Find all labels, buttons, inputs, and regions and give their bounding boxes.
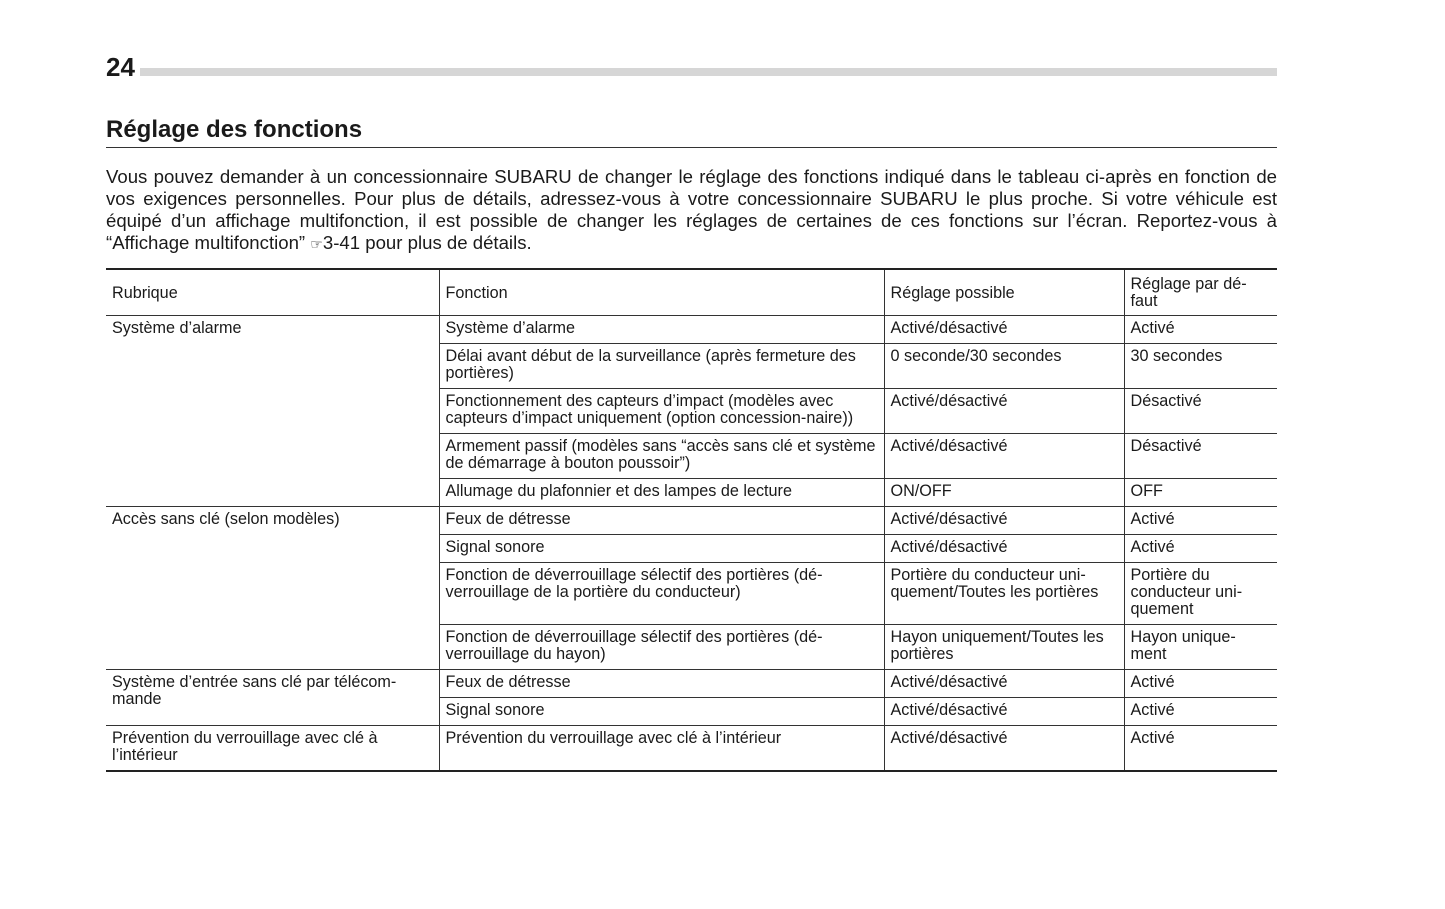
possible-cell: Activé/désactivé [884, 670, 1124, 698]
table-row [106, 670, 1277, 698]
defaut-cell: Hayon unique-ment [1124, 625, 1277, 670]
table-header-row [106, 269, 1277, 316]
possible-cell: Hayon uniquement/Toutes les portières [884, 625, 1124, 670]
rubrique-cell: Prévention du verrouillage avec clé à l’intérieur [106, 726, 439, 772]
defaut-cell: Désactivé [1124, 389, 1277, 434]
possible-cell: 0 seconde/30 secondes [884, 344, 1124, 389]
possible-cell: Portière du conducteur uni-quement/Toutes les portières [884, 563, 1124, 625]
defaut-cell: Activé [1124, 698, 1277, 726]
header-fonction: Fonction [439, 269, 884, 316]
fonction-cell: Signal sonore [439, 535, 884, 563]
page-header-bar [140, 68, 1277, 76]
reference-hand-icon: ☞ [310, 236, 323, 252]
header-rubrique: Rubrique [106, 269, 439, 316]
defaut-cell: 30 secondes [1124, 344, 1277, 389]
intro-text: Vous pouvez demander à un concessionnaire SUBARU de changer le réglage des fonctions indiqué dans le tableau ci-après en fonction de vos exigences personnelles. Pour plus de détails, adressez-vous à votre concessionnaire SUBARU le plus proche. Si votre véhicule est équipé d’un affichage multifonction, il est possible de changer les réglages de certaines de ces fonctions sur l’écran. Reportez-vous à “Affichage multifonction” [106, 166, 1277, 253]
intro-text-end: pour plus de détails. [360, 232, 532, 253]
possible-cell: Activé/désactivé [884, 535, 1124, 563]
defaut-cell: Activé [1124, 535, 1277, 563]
rubrique-cell: Accès sans clé (selon modèles) [106, 507, 439, 670]
table-row [106, 726, 1277, 772]
defaut-cell: Désactivé [1124, 434, 1277, 479]
fonction-cell: Fonction de déverrouillage sélectif des portières (dé-verrouillage du hayon) [439, 625, 884, 670]
defaut-cell: Activé [1124, 316, 1277, 344]
possible-cell: Activé/désactivé [884, 726, 1124, 772]
possible-cell: Activé/désactivé [884, 389, 1124, 434]
possible-cell: Activé/désactivé [884, 316, 1124, 344]
defaut-cell: OFF [1124, 479, 1277, 507]
header-reglage-possible: Réglage possible [884, 269, 1124, 316]
fonction-cell: Feux de détresse [439, 670, 884, 698]
fonction-cell: Allumage du plafonnier et des lampes de lecture [439, 479, 884, 507]
defaut-cell: Portière du conducteur uni-quement [1124, 563, 1277, 625]
table-row [106, 507, 1277, 535]
defaut-cell: Activé [1124, 670, 1277, 698]
fonction-cell: Feux de détresse [439, 507, 884, 535]
fonction-cell: Fonction de déverrouillage sélectif des portières (dé-verrouillage de la portière du conducteur) [439, 563, 884, 625]
intro-paragraph [106, 166, 1277, 255]
defaut-cell: Activé [1124, 507, 1277, 535]
fonction-cell: Délai avant début de la surveillance (après fermeture des portières) [439, 344, 884, 389]
section-title: Réglage des fonctions [106, 116, 1277, 148]
defaut-cell: Activé [1124, 726, 1277, 772]
possible-cell: Activé/désactivé [884, 434, 1124, 479]
fonction-cell: Signal sonore [439, 698, 884, 726]
rubrique-cell: Système d’entrée sans clé par télécom-mande [106, 670, 439, 726]
fonction-cell: Prévention du verrouillage avec clé à l’intérieur [439, 726, 884, 772]
fonction-cell: Armement passif (modèles sans “accès sans clé et système de démarrage à bouton poussoir”) [439, 434, 884, 479]
possible-cell: ON/OFF [884, 479, 1124, 507]
settings-table [106, 268, 1277, 772]
header-reglage-defaut: Réglage par dé-faut [1124, 269, 1277, 316]
rubrique-cell: Système d’alarme [106, 316, 439, 507]
table-row [106, 316, 1277, 344]
possible-cell: Activé/désactivé [884, 507, 1124, 535]
fonction-cell: Système d’alarme [439, 316, 884, 344]
reference-page-link[interactable]: 3-41 [322, 232, 361, 253]
possible-cell: Activé/désactivé [884, 698, 1124, 726]
page-number: 24 [106, 52, 135, 82]
fonction-cell: Fonctionnement des capteurs d’impact (modèles avec capteurs d’impact uniquement (option concession-naire)) [439, 389, 884, 434]
